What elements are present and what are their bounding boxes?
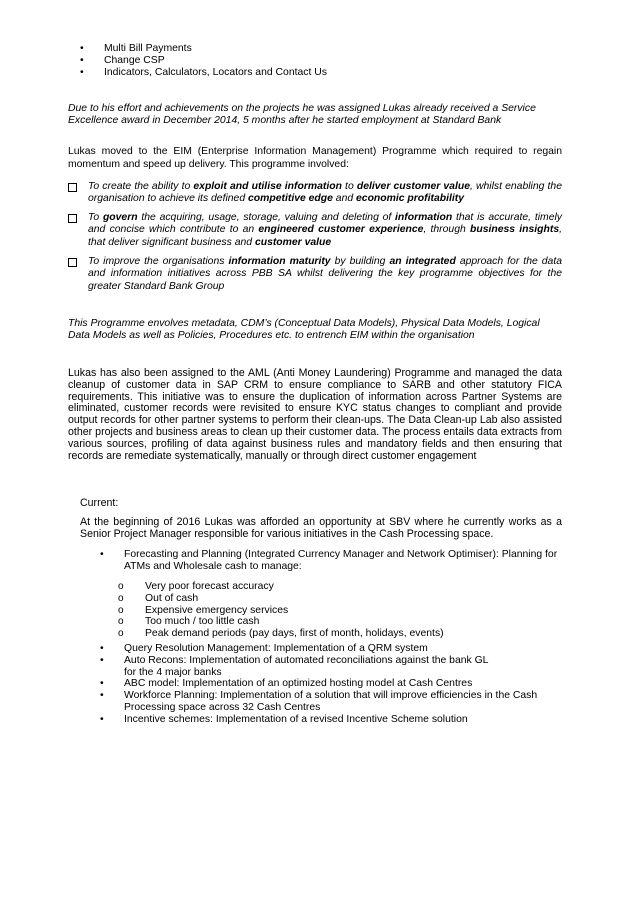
- list-item: • Change CSP: [68, 55, 538, 67]
- eim-item: To create the ability to exploit and utilise information to deliver customer value, whilst enabling the organisation to achieve its defined competitive edge and economic profitability: [68, 181, 562, 206]
- checkbox-square-icon: [68, 258, 77, 267]
- list-item: o Expensive emergency services: [118, 605, 538, 617]
- list-item: o Out of cash: [118, 593, 538, 605]
- list-item: • Auto Recons: Implementation of automated reconciliations against the bank GL for the 4 major banks: [88, 655, 562, 679]
- list-item: o Very poor forecast accuracy: [118, 581, 538, 593]
- current-bullet-list-rest: [88, 643, 562, 726]
- list-item: • Query Resolution Management: Implementation of a QRM system: [88, 643, 562, 655]
- list-item: • Forecasting and Planning (Integrated Currency Manager and Network Optimiser): Planning for ATMs and Wholesale cash to manage:: [88, 549, 562, 573]
- eim-item: To govern the acquiring, usage, storage, valuing and deleting of information that is accurate, timely and concise which contribute to an engineered customer experience, through business insights, that deliver significant business and customer value: [68, 212, 562, 249]
- current-bullet-list: [88, 549, 562, 573]
- list-item: • Incentive schemes: Implementation of a revised Incentive Scheme solution: [88, 714, 562, 726]
- programme-paragraph: This Programme envolves metadata, CDM’s (Conceptual Data Models), Physical Data Models, Logical Data Models as well as Policies, Procedures etc. to entrench EIM within the organisation: [68, 318, 540, 342]
- top-bullet-list: [68, 43, 538, 79]
- list-item: • ABC model: Implementation of an optimized hosting model at Cash Centres: [88, 678, 562, 690]
- current-paragraph: At the beginning of 2016 Lukas was afforded an opportunity at SBV where he currently works as a Senior Project Manager responsible for various initiatives in the Cash Processing space.: [80, 516, 562, 541]
- eim-intro-paragraph: Lukas moved to the EIM (Enterprise Information Management) Programme which required to regain momentum and speed up delivery. This programme involved:: [68, 146, 562, 170]
- checkbox-square-icon: [68, 214, 77, 223]
- list-item: • Multi Bill Payments: [68, 43, 538, 55]
- list-item: o Too much / too little cash: [118, 616, 538, 628]
- aml-paragraph: Lukas has also been assigned to the AML (Anti Money Laundering) Programme and managed the data cleanup of customer data in SAP CRM to ensure compliance to SARB and other statutory FICA requirements. This initiative was to ensure the duplication of information across Partner Systems are eliminated, customer records were revisited to ensure KYC status changes to compliant and provide output records for other partner systems to perform their clean-ups. The Data Clean-up Lab also assisted other projects and business areas to clean up their customer data. The process entails data extracts from various sources, profiling of data against business rules and mandatory fields and then ensuring that records are remediate systematically, manually or through direct customer engagement: [68, 367, 562, 462]
- forecast-sub-list: [118, 581, 538, 640]
- list-item: o Peak demand periods (pay days, first of month, holidays, events): [118, 628, 538, 640]
- award-paragraph: Due to his effort and achievements on the projects he was assigned Lukas already received a Service Excellence award in December 2014, 5 months after he started employment at Standard Bank: [68, 103, 536, 127]
- current-heading: Current:: [80, 497, 119, 509]
- list-item: • Indicators, Calculators, Locators and Contact Us: [68, 67, 538, 79]
- checkbox-square-icon: [68, 183, 77, 192]
- eim-item: To improve the organisations information maturity by building an integrated approach for the data and information initiatives across PBB SA whilst delivering the key programme objectives for the greater Standard Bank Group: [68, 256, 562, 293]
- list-item: • Workforce Planning: Implementation of a solution that will improve efficiencies in the Cash Processing space across 32 Cash Centres: [88, 690, 562, 714]
